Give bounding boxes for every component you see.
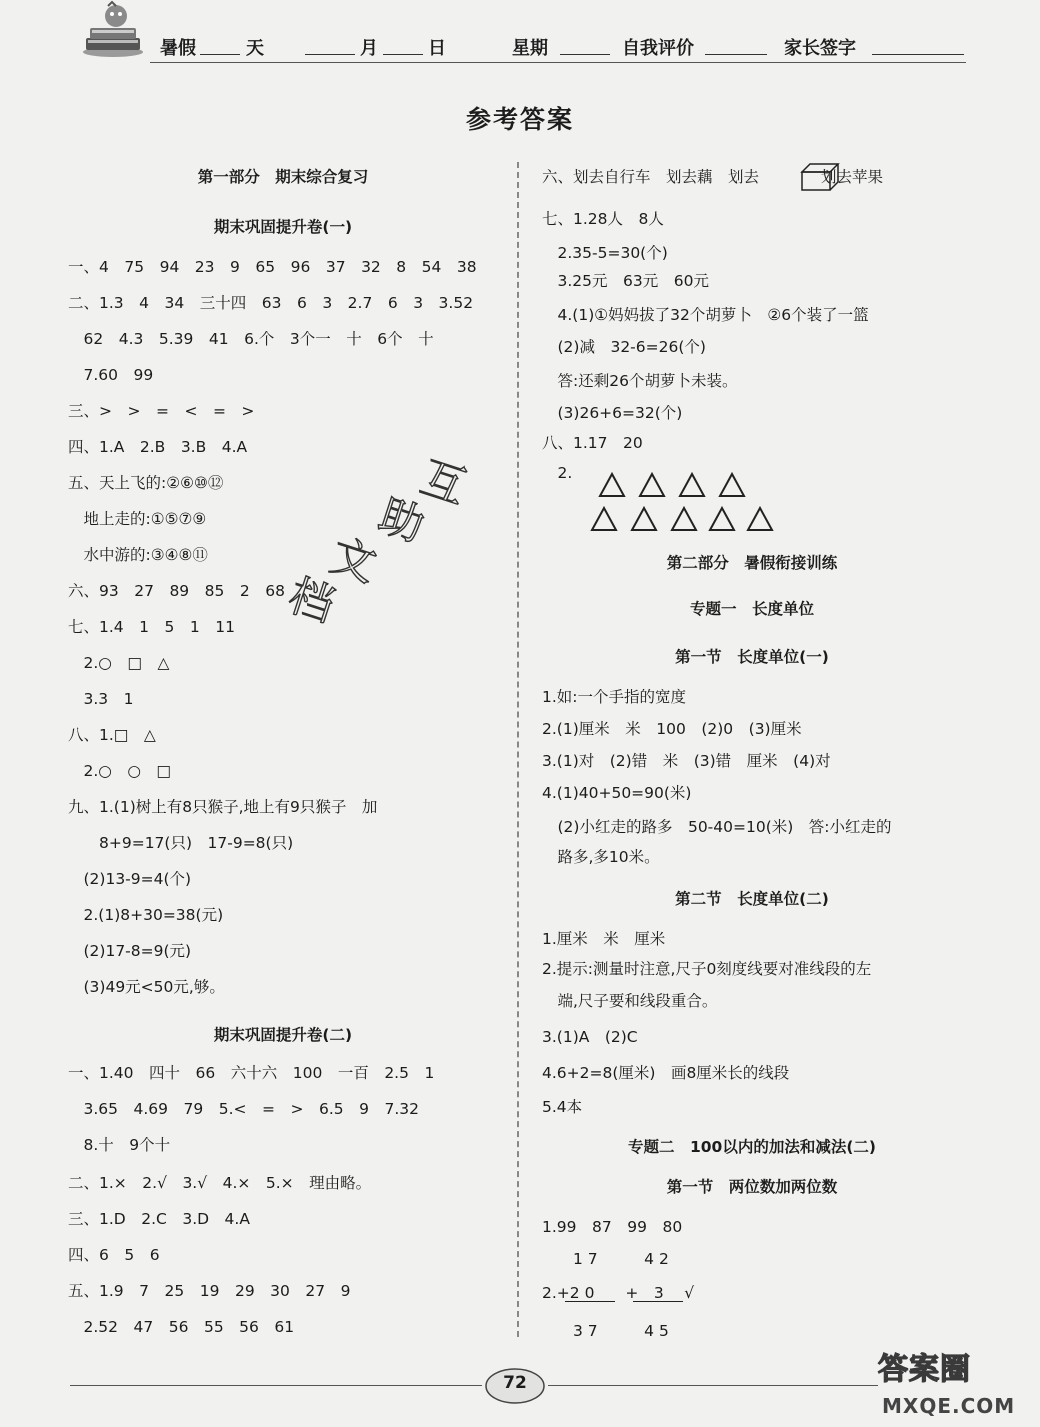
right-answer-line: 4.6+2=8(厘米) 画8厘米长的线段 bbox=[542, 1064, 790, 1082]
footer-rule-left bbox=[70, 1385, 482, 1386]
left-answer-line: 7.60 99 bbox=[68, 366, 154, 384]
right-answer-line: 专题二 100以内的加法和减法(二) bbox=[627, 1138, 877, 1156]
right-answer-line: 第二部分 暑假衔接训练 bbox=[666, 554, 838, 572]
right-answer-line: 七、1.28人 8人 bbox=[542, 210, 664, 228]
right-answer-line: 2.提示:测量时注意,尺子0刻度线要对准线段的左 bbox=[542, 960, 872, 978]
header-date: 日 bbox=[428, 38, 446, 59]
column-divider bbox=[517, 162, 519, 1337]
page-number-badge bbox=[484, 1367, 546, 1405]
vertical-sum-rule bbox=[565, 1301, 615, 1302]
right-answer-line: 1.如:一个手指的宽度 bbox=[542, 688, 687, 706]
left-answer-line: 三、> > = < = > bbox=[68, 402, 255, 420]
svg-text:文: 文 bbox=[324, 529, 383, 593]
left-answer-line: 期末巩固提升卷(一) bbox=[213, 218, 353, 236]
left-answer-line: 3.3 1 bbox=[68, 690, 134, 708]
left-answer-line: 二、1.3 4 34 三十四 63 6 3 2.7 6 3 3.52 bbox=[68, 294, 474, 312]
right-answer-line: 2.(1)厘米 米 100 (2)0 (3)厘米 bbox=[542, 720, 802, 738]
right-answer-line: 答:还剩26个胡萝卜未装。 bbox=[542, 372, 738, 390]
right-answer-line: 1.99 87 99 80 bbox=[542, 1218, 683, 1236]
right-answer-line: 3 7 4 5 bbox=[542, 1322, 669, 1340]
right-answer-line: (3)26+6=32(个) bbox=[542, 404, 683, 422]
left-answer-line: 期末巩固提升卷(二) bbox=[213, 1026, 353, 1044]
header-parent-sign: 家长签字 bbox=[784, 38, 856, 59]
right-answer-line: 1 7 4 2 bbox=[542, 1250, 669, 1268]
left-answer-line: 2.(1)8+30=38(元) bbox=[68, 906, 224, 924]
vertical-sum-rule bbox=[633, 1301, 683, 1302]
left-answer-line: 四、1.A 2.B 3.B 4.A bbox=[68, 438, 248, 456]
left-answer-line: 一、4 75 94 23 9 65 96 37 32 8 54 38 bbox=[68, 258, 477, 276]
left-answer-line: 8.十 9个十 bbox=[68, 1136, 171, 1154]
right-answer-line: 第二节 长度单位(二) bbox=[675, 890, 829, 908]
left-answer-line: 3.65 4.69 79 5.< = > 6.5 9 7.32 bbox=[68, 1100, 420, 1118]
right-answer-line: 2.35-5=30(个) bbox=[542, 244, 668, 262]
left-answer-line: 六、93 27 89 85 2 68 bbox=[68, 582, 285, 600]
right-answer-line: 3.(1)A (2)C bbox=[542, 1028, 638, 1046]
svg-text:互: 互 bbox=[414, 451, 473, 515]
page-number: 72 bbox=[503, 1373, 527, 1393]
left-answer-line: 地上走的:①⑤⑦⑨ bbox=[68, 510, 207, 528]
left-answer-line: 一、1.40 四十 66 六十六 100 一百 2.5 1 bbox=[68, 1064, 435, 1082]
blank-day[interactable] bbox=[200, 54, 240, 55]
header-weekday: 星期 bbox=[512, 38, 548, 59]
left-answer-line: 三、1.D 2.C 3.D 4.A bbox=[68, 1210, 250, 1228]
right-answer-line: 2. bbox=[542, 464, 573, 482]
svg-text:助: 助 bbox=[372, 489, 431, 553]
right-answer-line: 5.4本 bbox=[542, 1098, 583, 1116]
header-rule bbox=[150, 62, 966, 63]
right-answer-line: 端,尺子要和线段重合。 bbox=[542, 992, 718, 1010]
left-answer-line: 四、6 5 6 bbox=[68, 1246, 160, 1264]
right-answer-line: 4.(1)40+50=90(米) bbox=[542, 784, 692, 802]
right-answer-line: (2)减 32-6=26(个) bbox=[542, 338, 706, 356]
svg-text:档: 档 bbox=[282, 569, 341, 633]
books-mascot-icon bbox=[78, 2, 148, 58]
left-answer-line: (3)49元<50元,够。 bbox=[68, 978, 225, 996]
right-answer-line: (2)小红走的路多 50-40=10(米) 答:小红走的 bbox=[542, 818, 892, 836]
right-answer-line: 3.25元 63元 60元 bbox=[542, 272, 709, 290]
header-self-eval: 自我评价 bbox=[622, 38, 694, 59]
brand-logo bbox=[872, 1342, 1016, 1424]
right-answer-line: 路多,多10米。 bbox=[542, 848, 660, 866]
right-answer-line: 第一节 两位数加两位数 bbox=[666, 1178, 838, 1196]
header-summer: 暑假 bbox=[160, 38, 196, 59]
page-title: 参考答案 bbox=[465, 105, 574, 134]
left-answer-line: (2)17-8=9(元) bbox=[68, 942, 192, 960]
blank-weekday[interactable] bbox=[560, 54, 610, 55]
left-answer-line: 2.○ □ △ bbox=[68, 654, 170, 672]
header-day-unit: 天 bbox=[246, 38, 264, 59]
right-answer-line: 2.+2 0 + 3 √ bbox=[542, 1284, 695, 1302]
brand-site: MXQE.COM bbox=[882, 1394, 1016, 1418]
left-answer-line: 五、天上飞的:②⑥⑩⑫ bbox=[68, 474, 224, 492]
cuboid-figure bbox=[800, 162, 840, 192]
left-answer-line: 七、1.4 1 5 1 11 bbox=[68, 618, 235, 636]
blank-parent-sign[interactable] bbox=[872, 54, 964, 55]
left-answer-line: (2)13-9=4(个) bbox=[68, 870, 192, 888]
left-answer-line: 8+9=17(只) 17-9=8(只) bbox=[68, 834, 294, 852]
blank-month[interactable] bbox=[305, 54, 355, 55]
handwritten-watermark bbox=[278, 448, 473, 633]
left-answer-line: 八、1.□ △ bbox=[68, 726, 156, 744]
left-answer-line: 九、1.(1)树上有8只猴子,地上有9只猴子 加 bbox=[68, 798, 378, 816]
header-month: 月 bbox=[360, 38, 378, 59]
footer-rule-right bbox=[548, 1385, 878, 1386]
left-answer-line: 水中游的:③④⑧⑪ bbox=[68, 546, 208, 564]
right-answer-line: 4.(1)①妈妈拔了32个胡萝卜 ②6个装了一篮 bbox=[542, 306, 869, 324]
right-answer-line: 第一节 长度单位(一) bbox=[675, 648, 829, 666]
right-answer-line: 3.(1)对 (2)错 米 (3)错 厘米 (4)对 bbox=[542, 752, 831, 770]
left-answer-line: 二、1.× 2.√ 3.√ 4.× 5.× 理由略。 bbox=[68, 1174, 372, 1192]
left-answer-line: 62 4.3 5.39 41 6.个 3个一 十 6个 十 bbox=[68, 330, 434, 348]
right-answer-line: 1.厘米 米 厘米 bbox=[542, 930, 666, 948]
right-answer-line: 专题一 长度单位 bbox=[689, 600, 814, 618]
right-answer-line: 八、1.17 20 bbox=[542, 434, 643, 452]
right-answer-line: 六、划去自行车 划去藕 划去 划去苹果 bbox=[542, 168, 884, 186]
triangles-figure bbox=[590, 470, 780, 534]
left-answer-line: 五、1.9 7 25 19 29 30 27 9 bbox=[68, 1282, 351, 1300]
blank-self-eval[interactable] bbox=[705, 54, 767, 55]
left-answer-line: 2.52 47 56 55 56 61 bbox=[68, 1318, 295, 1336]
left-answer-line: 2.○ ○ □ bbox=[68, 762, 171, 780]
blank-date[interactable] bbox=[383, 54, 423, 55]
left-answer-line: 第一部分 期末综合复习 bbox=[197, 168, 369, 186]
brand-logo-text: 答案圈 bbox=[878, 1352, 971, 1387]
